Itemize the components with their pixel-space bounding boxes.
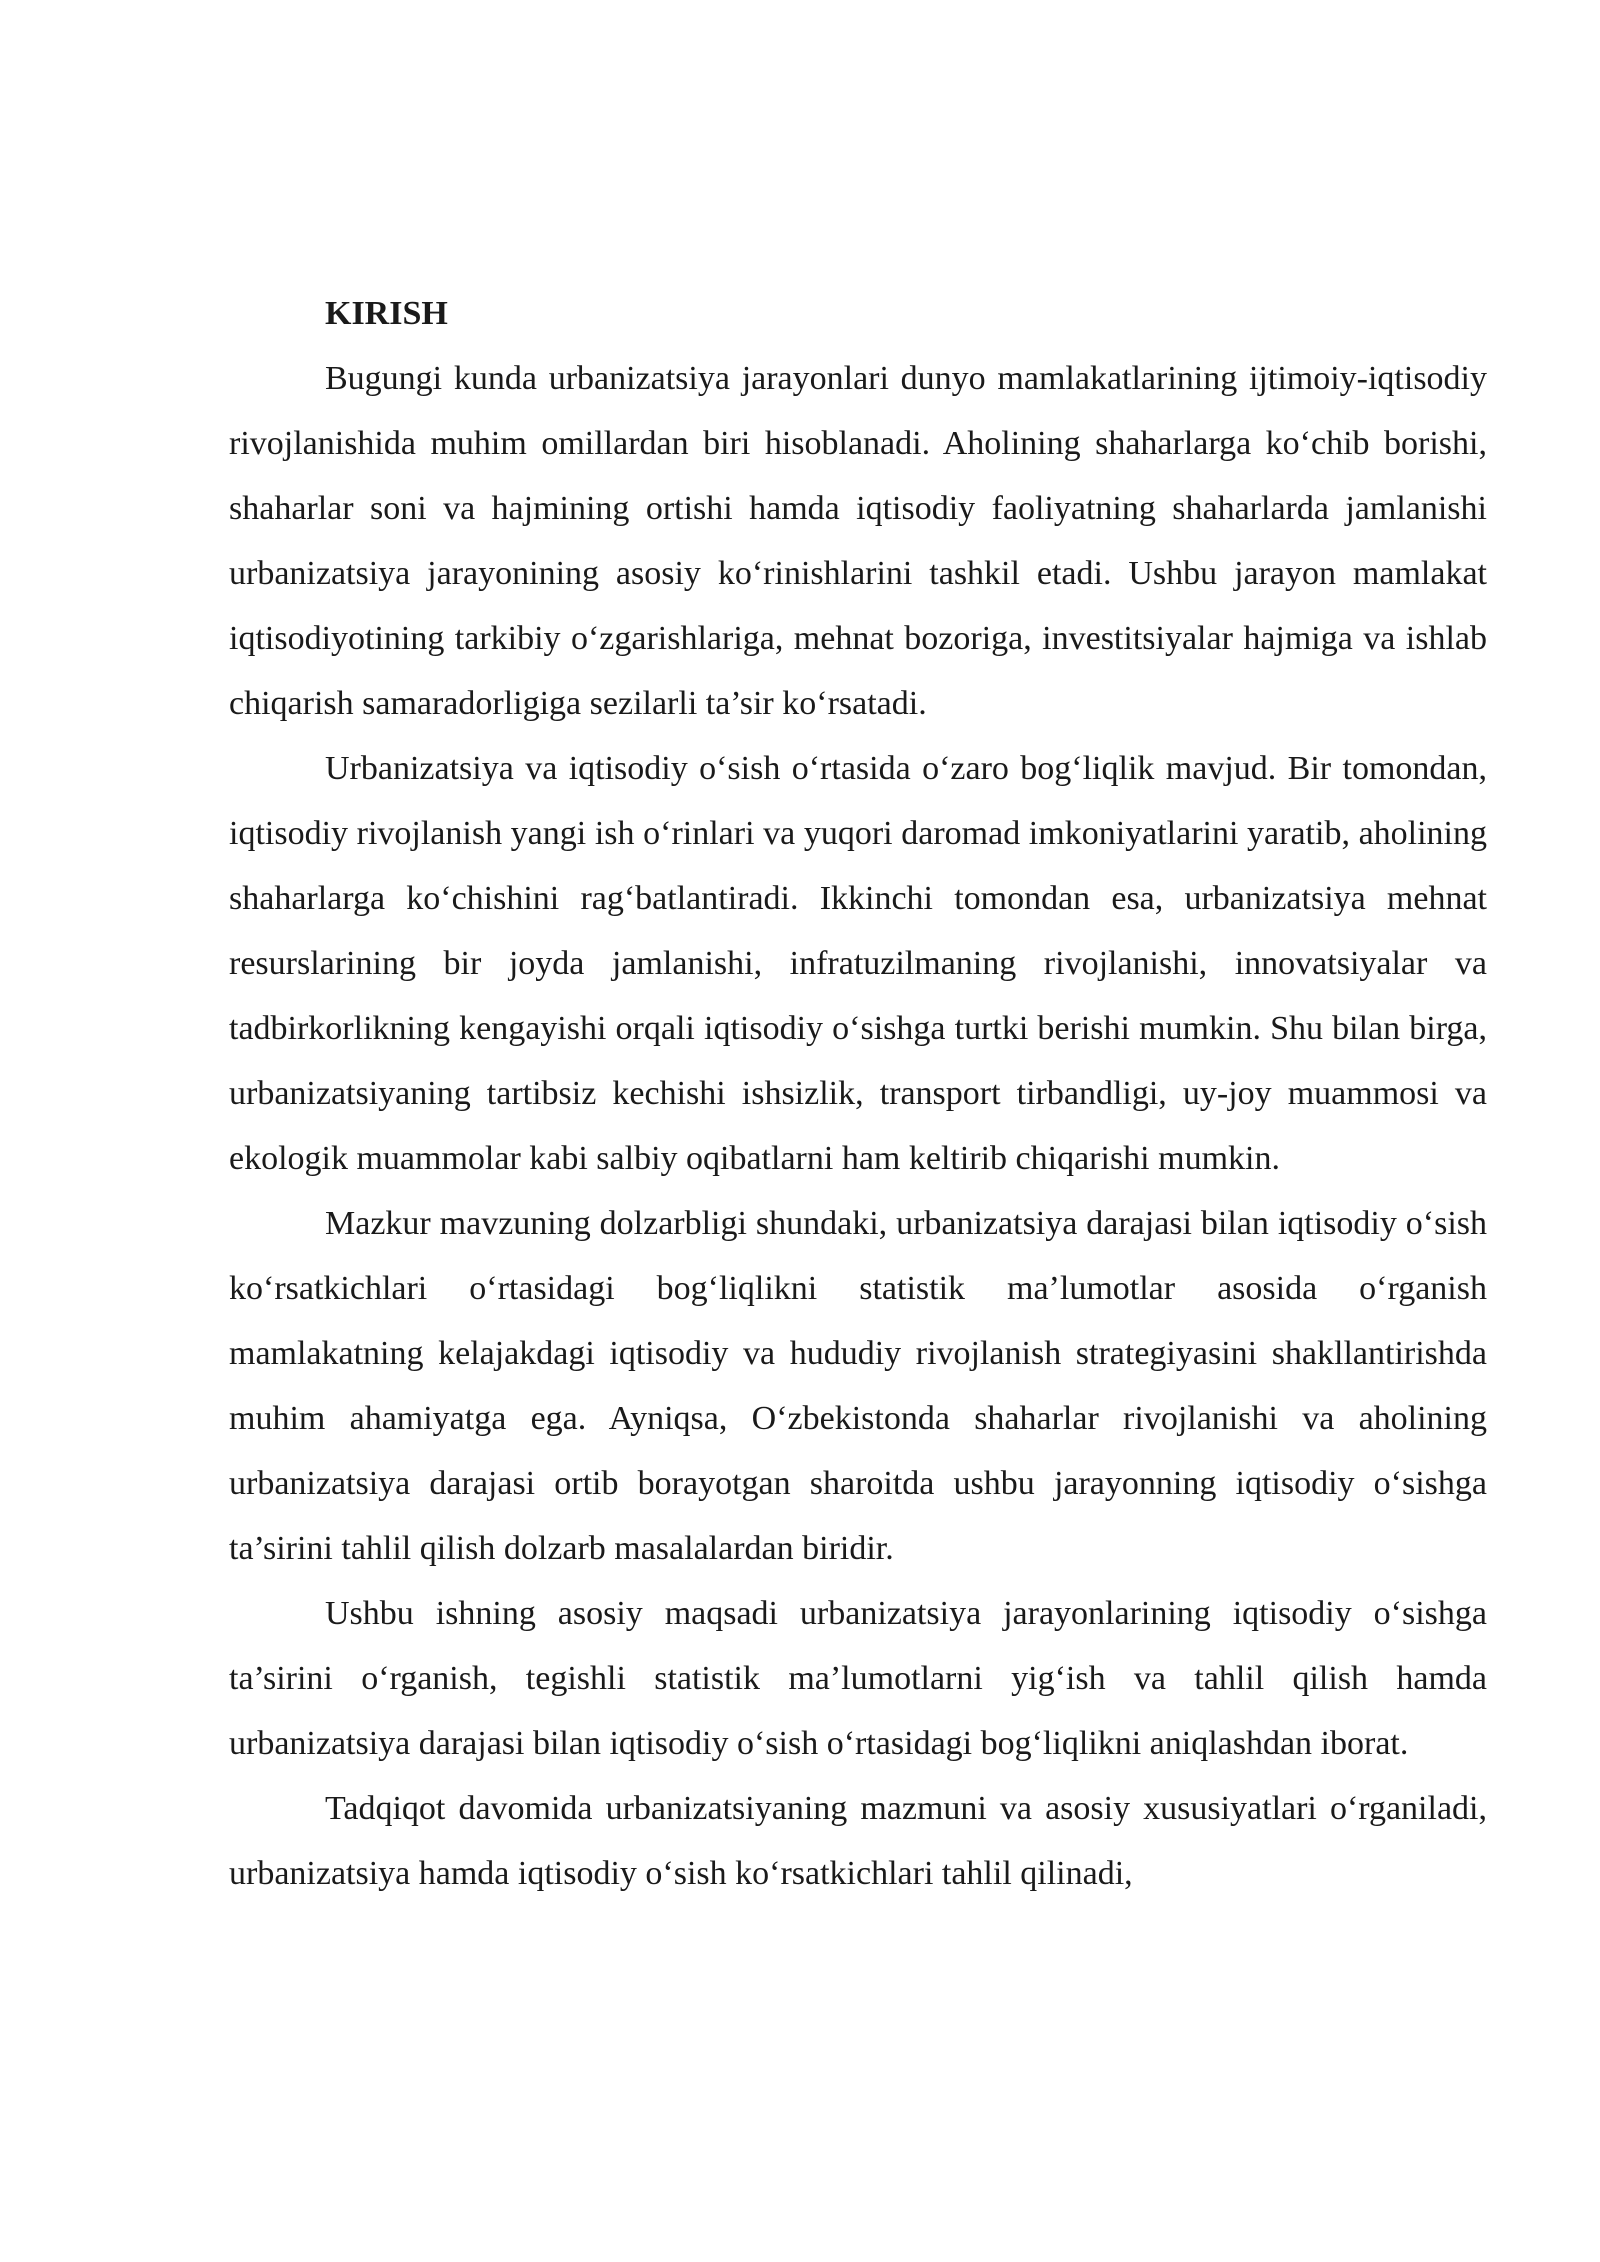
section-heading: KIRISH <box>325 295 448 332</box>
document-body <box>229 281 1487 1906</box>
paragraph-2: Urbanizatsiya va iqtisodiy o‘sish o‘rtasida o‘zaro bog‘liqlik mavjud. Bir tomondan, iqtisodiy rivojlanish yangi ish o‘rinlari va yuqori daromad imkoniyatlarini yaratib, aholining shaharlarga ko‘chishini rag‘batlantiradi. Ikkinchi tomondan esa, urbanizatsiya mehnat resurslarining bir joyda jamlanishi, infratuzilmaning rivojlanishi, innovatsiyalar va tadbirkorlikning kengayishi orqali iqtisodiy o‘sishga turtki berishi mumkin. Shu bilan birga, urbanizatsiyaning tartibsiz kechishi ishsizlik, transport tirbandligi, uy-joy muammosi va ekologik muammolar kabi salbiy oqibatlarni ham keltirib chiqarishi mumkin. <box>229 750 1487 1177</box>
paragraph-3: Mazkur mavzuning dolzarbligi shundaki, urbanizatsiya darajasi bilan iqtisodiy o‘sish ko‘rsatkichlari o‘rtasidagi bog‘liqlikni statistik ma’lumotlar asosida o‘rganish mamlakatning kelajakdagi iqtisodiy va hududiy rivojlanish strategiyasini shakllantirishda muhim ahamiyatga ega. Ayniqsa, O‘zbekistonda shaharlar rivojlanishi va aholining urbanizatsiya darajasi ortib borayotgan sharoitda ushbu jarayonning iqtisodiy o‘sishga ta’sirini tahlil qilish dolzarb masalalardan biridir. <box>229 1205 1487 1567</box>
paragraph-5: Tadqiqot davomida urbanizatsiyaning mazmuni va asosiy xususiyatlari o‘rganiladi, urbanizatsiya hamda iqtisodiy o‘sish ko‘rsatkichlari tahlil qilinadi, <box>229 1790 1487 1892</box>
paragraph-1: Bugungi kunda urbanizatsiya jarayonlari dunyo mamlakatlarining ijtimoiy-iqtisodiy rivojlanishida muhim omillardan biri hisoblanadi. Aholining shaharlarga ko‘chib borishi, shaharlar soni va hajmining ortishi hamda iqtisodiy faoliyatning shaharlarda jamlanishi urbanizatsiya jarayonining asosiy ko‘rinishlarini tashkil etadi. Ushbu jarayon mamlakat iqtisodiyotining tarkibiy o‘zgarishlariga, mehnat bozoriga, investitsiyalar hajmiga va ishlab chiqarish samaradorligiga sezilarli ta’sir ko‘rsatadi. <box>229 360 1487 722</box>
paragraph-4: Ushbu ishning asosiy maqsadi urbanizatsiya jarayonlarining iqtisodiy o‘sishga ta’sirini o‘rganish, tegishli statistik ma’lumotlarni yig‘ish va tahlil qilish hamda urbanizatsiya darajasi bilan iqtisodiy o‘sish o‘rtasidagi bog‘liqlikni aniqlashdan iborat. <box>229 1595 1487 1762</box>
